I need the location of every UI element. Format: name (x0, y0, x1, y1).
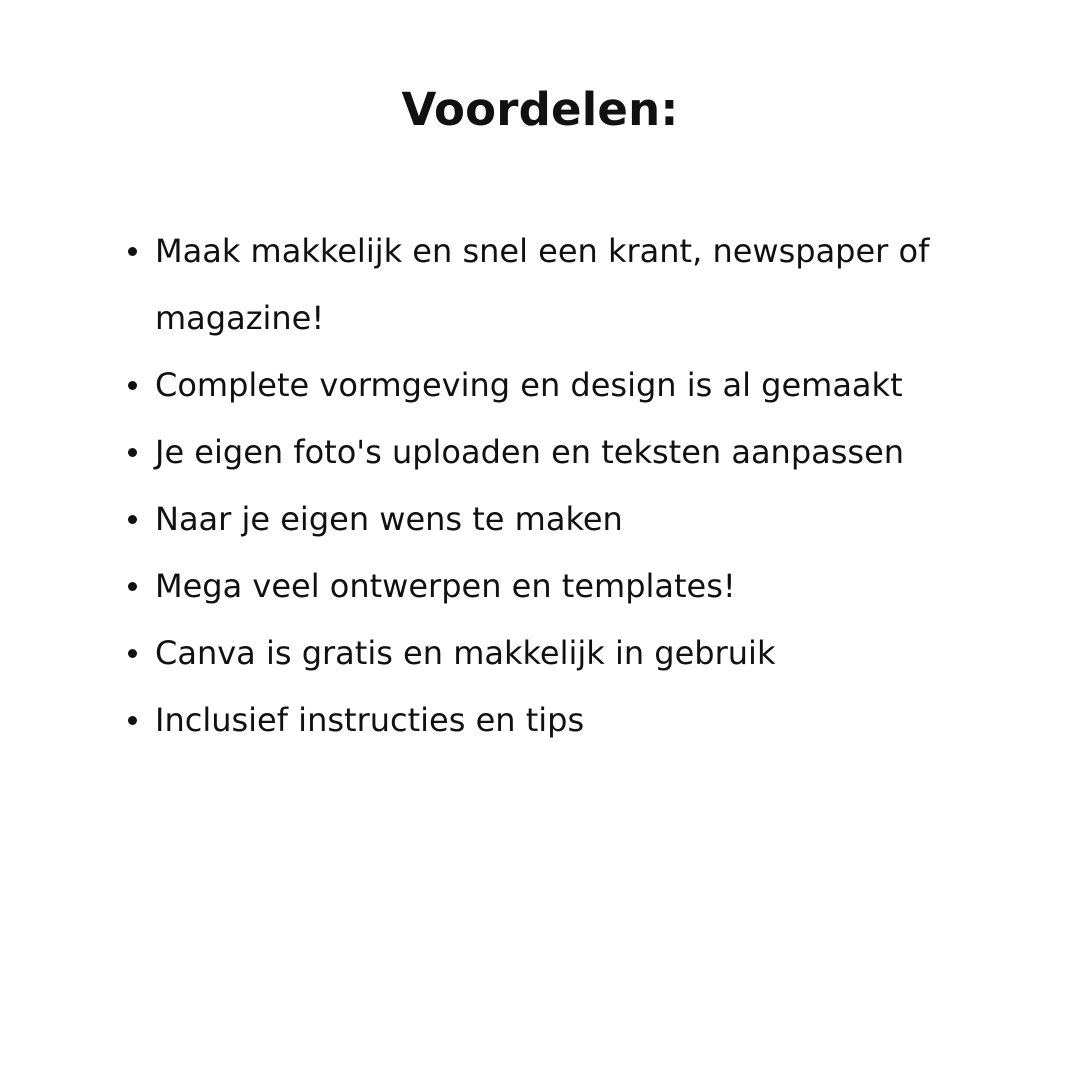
bullet-dot-icon (128, 649, 137, 658)
list-item-text: Naar je eigen wens te maken (155, 500, 623, 538)
list-item (155, 419, 1015, 486)
list-item-text: Inclusief instructies en tips (155, 701, 585, 739)
list-item (155, 352, 1015, 419)
bullet-dot-icon (128, 448, 137, 457)
list-item-text: Mega veel ontwerpen en templates! (155, 567, 736, 605)
bullet-dot-icon (128, 247, 137, 256)
list-item-text: Complete vormgeving en design is al gemaakt (155, 366, 903, 404)
list-item (155, 687, 1015, 754)
list-item (155, 553, 1015, 620)
list-item-text: Je eigen foto's uploaden en teksten aanpassen (155, 433, 905, 471)
list-item-text: Maak makkelijk en snel een krant, newspaper of magazine! (155, 232, 930, 337)
bullet-dot-icon (128, 381, 137, 390)
list-item (155, 486, 1015, 553)
list-item (155, 620, 1015, 687)
list-item (155, 218, 1015, 352)
page-title: Voordelen: (401, 83, 679, 136)
bullet-dot-icon (128, 716, 137, 725)
bullet-dot-icon (128, 582, 137, 591)
benefits-list (155, 218, 1015, 754)
list-item-text: Canva is gratis en makkelijk in gebruik (155, 634, 776, 672)
bullet-dot-icon (128, 515, 137, 524)
